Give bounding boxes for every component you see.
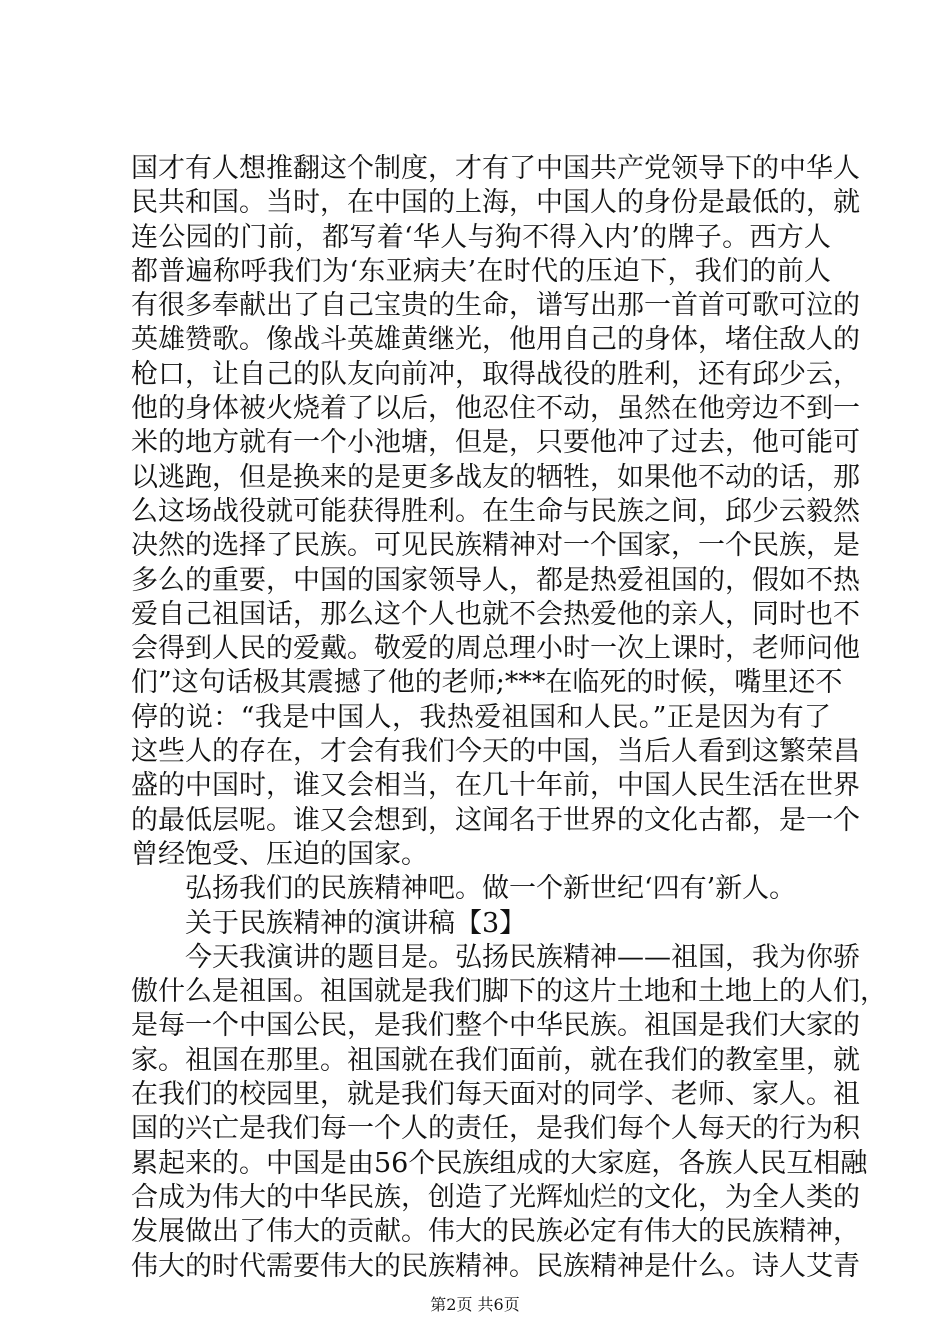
text-line: 盛的中国时，谁又会相当，在几十年前，中国人民生活在世界 <box>131 770 860 802</box>
text-line: 在我们的校园里，就是我们每天面对的同学、老师、家人。祖 <box>131 1079 860 1111</box>
text-line: 这些人的存在，才会有我们今天的中国，当后人看到这繁荣昌 <box>131 736 860 768</box>
text-line: 国才有人想推翻这个制度，才有了中国共产党领导下的中华人 <box>131 153 860 184</box>
text-line: 以逃跑，但是换来的是更多战友的牺牲，如果他不动的话，那 <box>131 461 860 493</box>
text-line: 连公园的门前，都写着‘华人与狗不得入内’的牌子。西方人 <box>131 221 831 253</box>
text-line: 米的地方就有一个小池塘，但是，只要他冲了过去，他可能可 <box>131 427 860 459</box>
text-line: 都普遍称呼我们为‘东亚病夫’在时代的压迫下，我们的前人 <box>131 255 831 287</box>
text-line: 发展做出了伟大的贡献。伟大的民族必定有伟大的民族精神， <box>131 1216 860 1248</box>
text-line: 曾经饱受、压迫的国家。 <box>131 838 428 870</box>
text-line: 爱自己祖国话，那么这个人也就不会热爱他的亲人，同时也不 <box>131 598 860 630</box>
text-line: 累起来的。中国是由56个民族组成的大家庭，各族人民互相融 <box>131 1147 868 1179</box>
paragraph-line: 弘扬我们的民族精神吧。做一个新世纪‘四有’新人。 <box>185 873 797 905</box>
text-line: 决然的选择了民族。可见民族精神对一个国家，一个民族，是 <box>131 530 860 562</box>
page-number-footer: 第2页 共6页 <box>430 1295 520 1314</box>
text-line: 英雄赞歌。像战斗英雄黄继光，他用自己的身体，堵住敌人的 <box>131 324 860 356</box>
paragraph-line: 今天我演讲的题目是。弘扬民族精神——祖国，我为你骄 <box>185 941 860 973</box>
section-heading: 关于民族精神的演讲稿【3】 <box>185 907 527 939</box>
text-line: 国的兴亡是我们每一个人的责任，是我们每个人每天的行为积 <box>131 1113 860 1145</box>
text-line: 他的身体被火烧着了以后，他忍住不动，虽然在他旁边不到一 <box>131 393 860 425</box>
text-line: 么这场战役就可能获得胜利。在生命与民族之间，邱少云毅然 <box>131 495 860 527</box>
text-line: 会得到人民的爱戴。敬爱的周总理小时一次上课时，老师问他 <box>131 633 860 665</box>
text-line: 合成为伟大的中华民族，创造了光辉灿烂的文化，为全人类的 <box>131 1181 860 1213</box>
text-line: 们”这句话极其震撼了他的老师;***在临死的时候，嘴里还不 <box>131 667 843 699</box>
document-body <box>131 152 887 1284</box>
text-line: 多么的重要，中国的国家领导人，都是热爱祖国的，假如不热 <box>131 564 860 596</box>
text-line: 停的说：“我是中国人，我热爱祖国和人民。”正是因为有了 <box>131 701 831 733</box>
text-line: 的最低层呢。谁又会想到，这闻名于世界的文化古都，是一个 <box>131 804 860 836</box>
text-line: 是每一个中国公民，是我们整个中华民族。祖国是我们大家的 <box>131 1010 860 1042</box>
text-line: 有很多奉献出了自己宝贵的生命，谱写出那一首首可歌可泣的 <box>131 290 860 322</box>
text-line: 伟大的时代需要伟大的民族精神。民族精神是什么。诗人艾青 <box>131 1250 860 1282</box>
text-line: 家。祖国在那里。祖国就在我们面前，就在我们的教室里，就 <box>131 1044 860 1076</box>
text-line: 傲什么是祖国。祖国就是我们脚下的这片土地和土地上的人们， <box>131 976 887 1008</box>
text-line: 枪口，让自己的队友向前冲，取得战役的胜利，还有邱少云， <box>131 358 860 390</box>
text-line: 民共和国。当时，在中国的上海，中国人的身份是最低的，就 <box>131 187 860 219</box>
